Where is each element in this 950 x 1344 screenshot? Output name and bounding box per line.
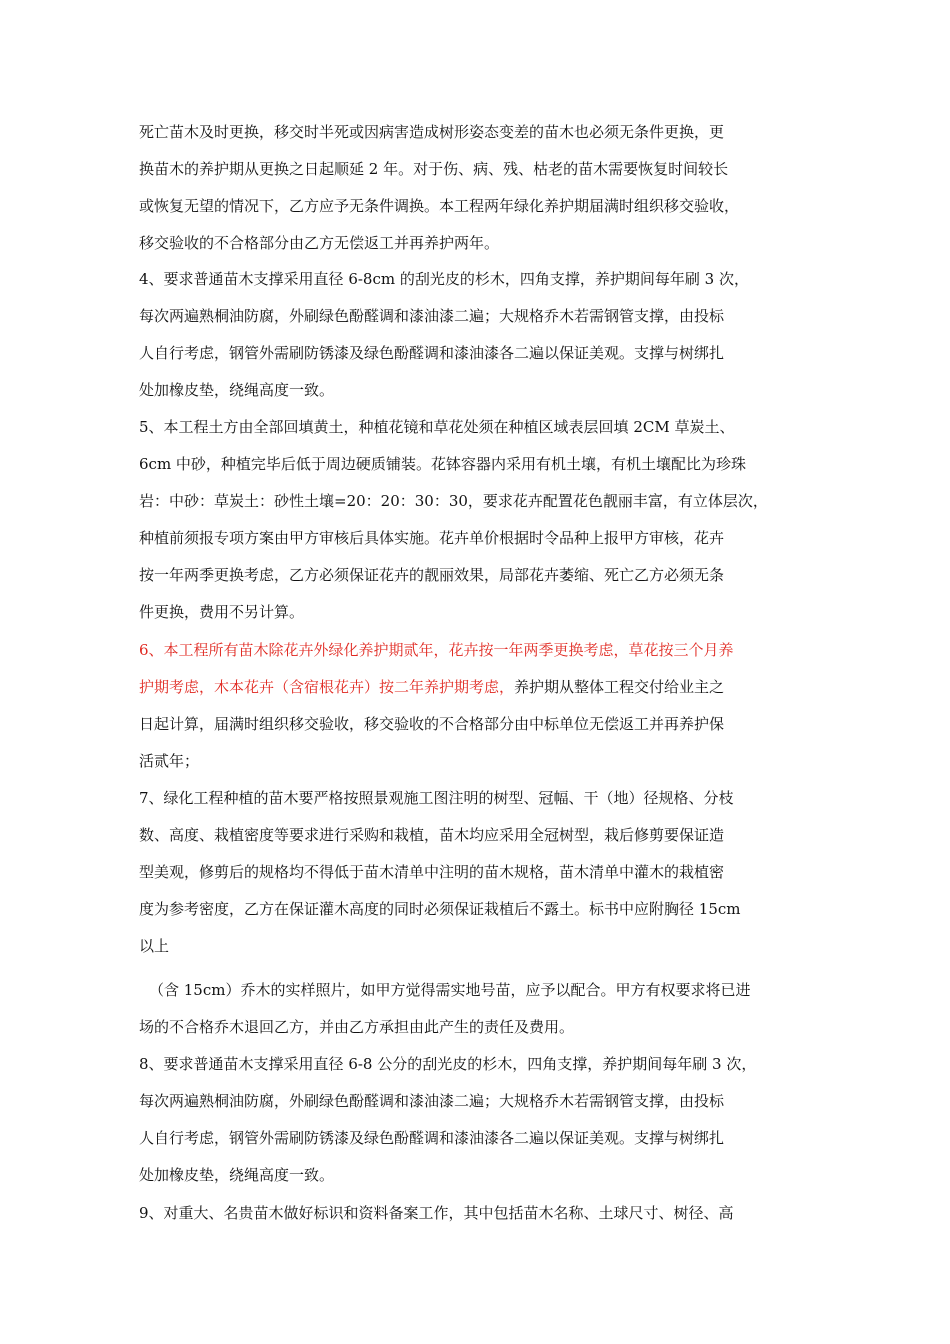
text-line: 每次两遍熟桐油防腐，外刷绿色酚醛调和漆油漆二遍；大规格乔木若需钢管支撑，由投标	[139, 1092, 725, 1110]
text-line: 死亡苗木及时更换，移交时半死或因病害造成树形姿态变差的苗木也必须无条件更换，更	[139, 123, 725, 141]
text-line: 日起计算，届满时组织移交验收，移交验收的不合格部分由中标单位无偿返工并再养护保	[139, 715, 725, 733]
text-line: 种植前须报专项方案由甲方审核后具体实施。花卉单价根据时令品种上报甲方审核，花卉	[139, 529, 725, 547]
text-line: 活贰年；	[139, 752, 200, 770]
text-line: 或恢复无望的情况下，乙方应予无条件调换。本工程两年绿化养护期届满时组织移交验收，	[139, 197, 740, 215]
text-line: 人自行考虑，钢管外需刷防锈漆及绿色酚醛调和漆油漆各二遍以保证美观。支撑与树绑扎	[139, 1129, 725, 1147]
text-line: 4、要求普通苗木支撑采用直径 6-8cm 的刮光皮的杉木，四角支撑，养护期间每年刷 3 次，	[139, 270, 749, 288]
highlighted-text: 护期考虑，木本花卉（含宿根花卉）按二年养护期考虑，	[139, 678, 515, 696]
text-line: 6cm 中砂，种植完毕后低于周边硬质铺装。花钵容器内采用有机土壤，有机土壤配比为珍珠	[139, 455, 746, 473]
text-fragment: 养护期从整体工程交付给业主之	[514, 678, 725, 696]
text-line: 8、要求普通苗木支撑采用直径 6-8 公分的刮光皮的杉木，四角支撑，养护期间每年刷 3 次，	[139, 1055, 757, 1073]
text-line: 移交验收的不合格部分由乙方无偿返工并再养护两年。	[139, 234, 500, 252]
text-line: 度为参考密度，乙方在保证灌木高度的同时必须保证栽植后不露土。标书中应附胸径 15cm	[139, 900, 741, 918]
text-line: 场的不合格乔木退回乙方，并由乙方承担由此产生的责任及费用。	[139, 1018, 575, 1036]
text-line: 每次两遍熟桐油防腐，外刷绿色酚醛调和漆油漆二遍；大规格乔木若需钢管支撑，由投标	[139, 307, 725, 325]
text-line: 7、绿化工程种植的苗木要严格按照景观施工图注明的树型、冠幅、干（地）径规格、分枝	[139, 789, 734, 807]
text-line: 5、本工程土方由全部回填黄土，种植花镜和草花处须在种植区域表层回填 2CM 草炭土、	[139, 418, 735, 436]
text-line: 件更换，费用不另计算。	[139, 603, 305, 621]
text-line: 按一年两季更换考虑，乙方必须保证花卉的靓丽效果，局部花卉萎缩、死亡乙方必须无条	[139, 566, 725, 584]
text-line: （含 15cm）乔木的实样照片，如甲方觉得需实地号苗，应予以配合。甲方有权要求将已进	[149, 981, 751, 999]
text-line: 处加橡皮垫，绕绳高度一致。	[139, 1166, 335, 1184]
text-line: 型美观，修剪后的规格均不得低于苗木清单中注明的苗木规格，苗木清单中灌木的栽植密	[139, 863, 725, 881]
text-line: 岩：中砂：草炭土：砂性土壤=20：20：30：30，要求花卉配置花色靓丽丰富，有立体层次，	[139, 492, 768, 510]
text-line: 9、对重大、名贵苗木做好标识和资料备案工作，其中包括苗木名称、土球尺寸、树径、高	[139, 1204, 734, 1222]
text-line-mixed	[139, 677, 724, 697]
text-line: 以上	[139, 937, 170, 955]
text-line: 人自行考虑，钢管外需刷防锈漆及绿色酚醛调和漆油漆各二遍以保证美观。支撑与树绑扎	[139, 344, 725, 362]
text-line: 换苗木的养护期从更换之日起顺延 2 年。对于伤、病、残、枯老的苗木需要恢复时间较长	[139, 160, 729, 178]
text-line: 数、高度、栽植密度等要求进行采购和栽植，苗木均应采用全冠树型，栽后修剪要保证造	[139, 826, 725, 844]
text-line: 处加橡皮垫，绕绳高度一致。	[139, 381, 335, 399]
highlighted-text-line: 6、本工程所有苗木除花卉外绿化养护期贰年，花卉按一年两季更换考虑，草花按三个月养	[139, 641, 734, 659]
